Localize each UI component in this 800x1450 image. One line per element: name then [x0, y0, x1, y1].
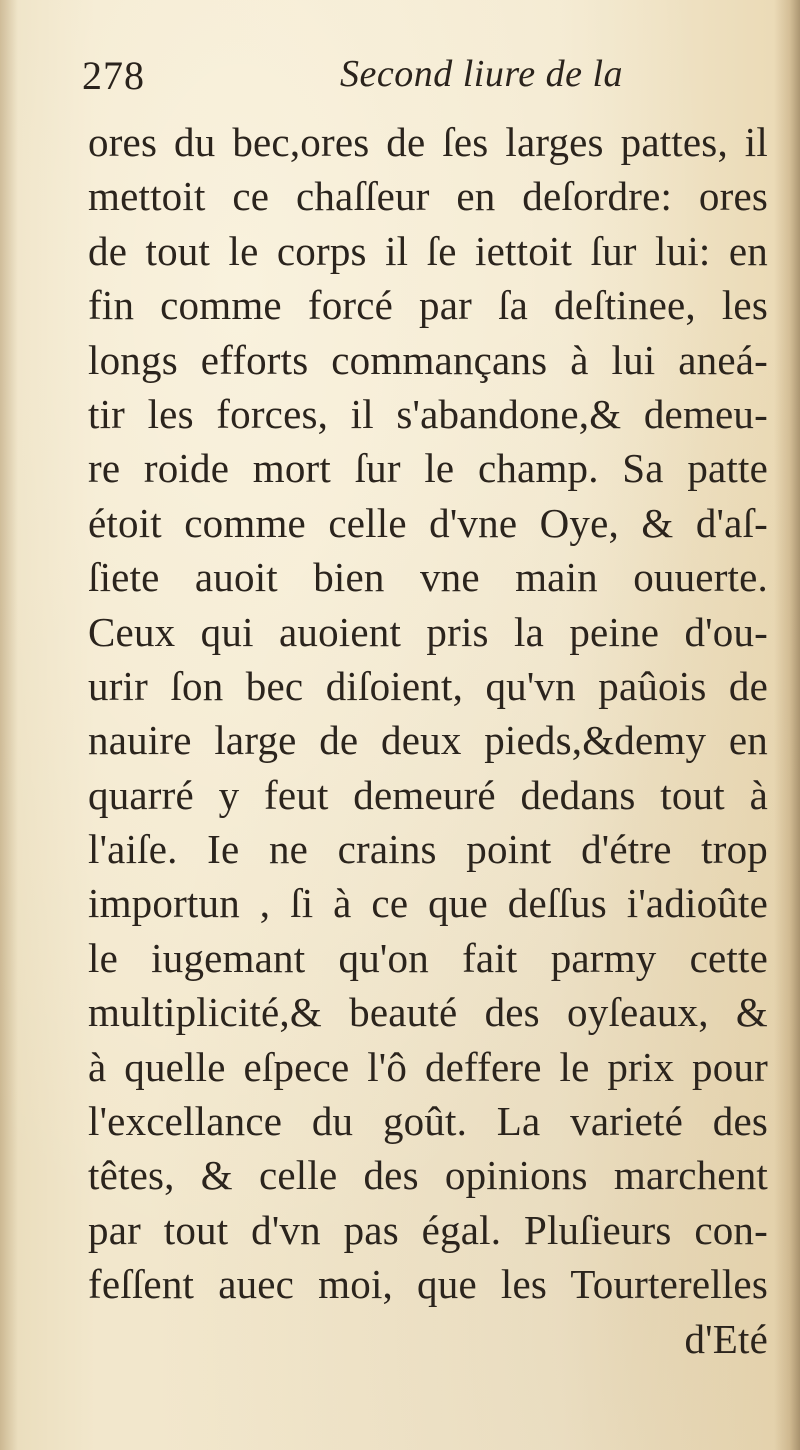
page-number: 278: [82, 53, 145, 98]
text-line: importun , ſi à ce que deſſus i'adioûte: [88, 880, 768, 927]
page-shadow-left: [0, 0, 18, 1450]
text-line: urir ſon bec diſoient, qu'vn paûois de: [88, 662, 768, 709]
text-line: multiplicité,& beauté des oyſeaux, &: [88, 989, 768, 1036]
text-line: l'excellance du goût. La varieté des: [88, 1098, 768, 1145]
text-line: tir les forces, il s'abandone,& demeu-: [88, 390, 768, 437]
text-line: fin comme forcé par ſa deſtinee, les: [88, 282, 768, 329]
text-line: feſſent auec moi, que les Tourterelles: [88, 1261, 768, 1308]
text-line: ſiete auoit bien vne main ouuerte.: [88, 554, 768, 601]
catchword: d'Eté: [684, 1315, 768, 1362]
text-line: quarré y feut demeuré dedans tout à: [88, 771, 768, 818]
text-line: le iugemant qu'on fait parmy cette: [88, 934, 768, 981]
text-line: ores du bec,ores de ſes larges pattes, il: [88, 119, 768, 165]
text-line: mettoit ce chaſſeur en deſordre: ores: [88, 173, 768, 220]
text-line: étoit comme celle d'vne Oye, & d'aſ-: [88, 499, 768, 546]
text-line: têtes, & celle des opinions marchent: [88, 1152, 768, 1199]
text-line: à quelle eſpece l'ô deffere le prix pour: [88, 1043, 768, 1090]
text-line: re roide mort ſur le champ. Sa patte: [88, 445, 768, 492]
text-line: par tout d'vn pas égal. Pluſieurs con-: [88, 1206, 768, 1253]
running-head: Second liure de la: [340, 53, 624, 95]
text-line: l'aiſe. Ie ne crains point d'étre trop: [88, 826, 768, 873]
text-line: Ceux qui auoient pris la peine d'ou-: [88, 608, 768, 655]
page-edge-right: [774, 0, 800, 1450]
text-line: de tout le corps il ſe iettoit ſur lui: en: [88, 227, 768, 274]
text-line: nauire large de deux pieds,&demy en: [88, 717, 768, 764]
body-text: [88, 115, 768, 1366]
text-line: longs efforts commançans à lui aneá-: [88, 336, 768, 383]
page-header: [82, 42, 742, 112]
